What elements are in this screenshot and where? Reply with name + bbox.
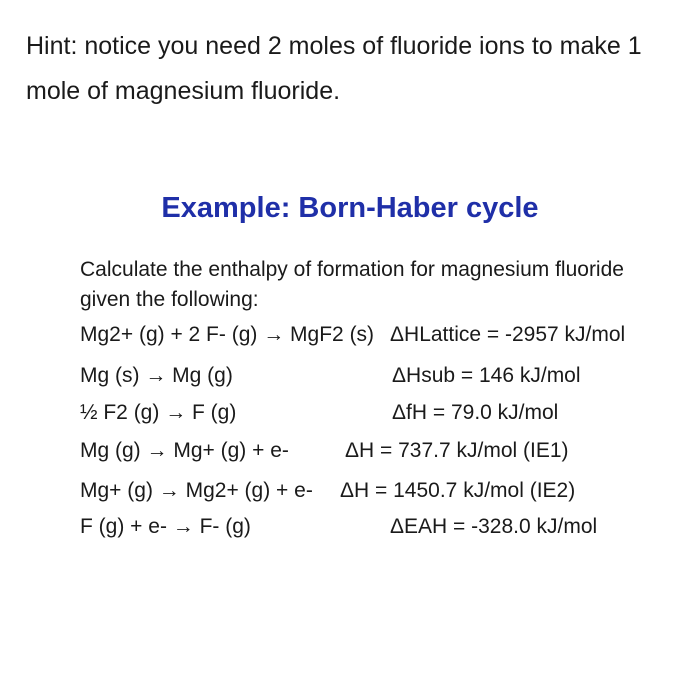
enthalpy-ionization-1: ΔH = 737.7 kJ/mol (IE1): [345, 439, 569, 462]
enthalpy-ionization-2: ΔH = 1450.7 kJ/mol (IE2): [340, 479, 576, 502]
enthalpy-dissociation: ΔfH = 79.0 kJ/mol: [392, 401, 559, 424]
enthalpy-sublimation: ΔHsub = 146 kJ/mol: [392, 364, 581, 387]
equation-ionization-1: [80, 436, 680, 466]
reaction-electron-affinity: F (g) + e- → F- (g): [80, 515, 251, 538]
equation-sublimation: [80, 361, 680, 391]
equation-dissociation: [80, 398, 680, 428]
equation-ionization-2: [80, 476, 680, 506]
reaction-ionization-1: Mg (g) → Mg+ (g) + e-: [80, 439, 289, 462]
intro-text: Calculate the enthalpy of formation for magnesium fluoride given the following:: [80, 258, 624, 311]
equation-electron-affinity: [80, 512, 680, 542]
equation-lattice: [80, 320, 680, 350]
slide-title: Example: Born-Haber cycle: [161, 192, 539, 224]
hint-text: Hint: notice you need 2 moles of fluoride ions to make 1 mole of magnesium fluoride.: [26, 32, 642, 105]
enthalpy-electron-affinity: ΔEAH = -328.0 kJ/mol: [390, 515, 598, 538]
reaction-lattice: Mg2+ (g) + 2 F- (g) → MgF2 (s): [80, 323, 375, 346]
reaction-sublimation: Mg (s) → Mg (g): [80, 364, 233, 387]
enthalpy-lattice: ΔHLattice = -2957 kJ/mol: [390, 323, 626, 346]
reaction-dissociation: ½ F2 (g) → F (g): [80, 401, 237, 424]
reaction-ionization-2: Mg+ (g) → Mg2+ (g) + e-: [80, 479, 313, 502]
